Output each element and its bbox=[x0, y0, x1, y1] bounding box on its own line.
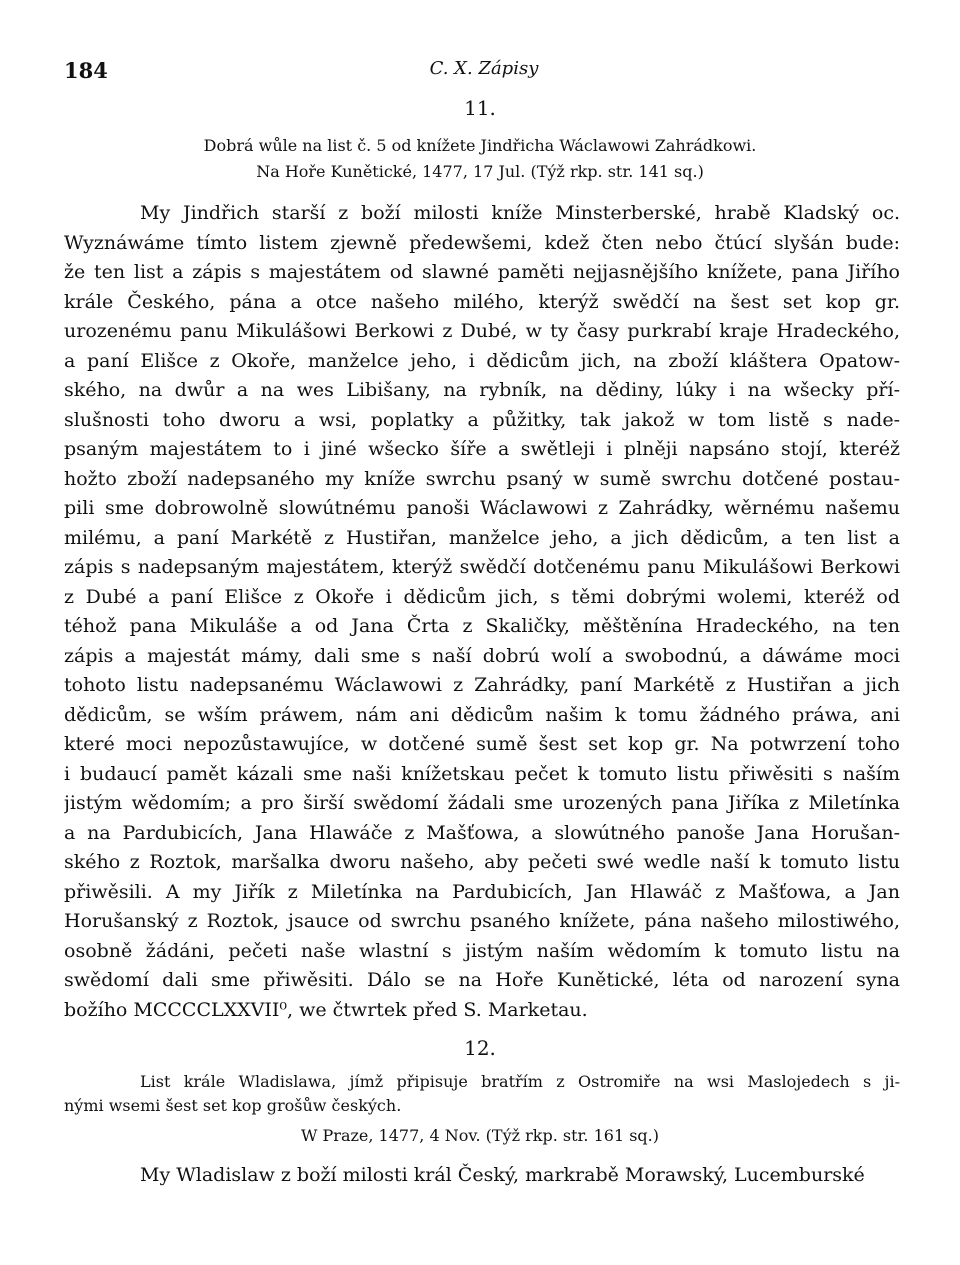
body-11-line: zápis a majestát mámy, dali sme s naší dobrú wolí a swobodnú, a dáwáme moci bbox=[64, 644, 900, 667]
headnote-12-line-1: List krále Wladislawa, jímž připisuje bratřím z Ostromiře na wsi Maslojedech s ji- bbox=[140, 1072, 900, 1091]
body-11-line: přiwěsili. A my Jiřík z Miletínka na Pardubicích, Jan Hlawáč z Mašťowa, a Jan bbox=[64, 880, 900, 903]
body-11-line: osobně žádáni, pečeti naše wlastní s jistým naším wědomím k tomuto listu na bbox=[64, 939, 900, 962]
place-date-12: W Praze, 1477, 4 Nov. (Týž rkp. str. 161 sq.) bbox=[301, 1126, 659, 1145]
place-date-11: Na Hoře Kunětické, 1477, 17 Jul. (Týž rkp. str. 141 sq.) bbox=[256, 162, 704, 181]
document-number-11: 11. bbox=[464, 96, 496, 120]
body-11-line: tohoto listu nadepsanému Wáclawowi z Zahrádky, paní Markétě z Hustiřan a jich bbox=[64, 674, 900, 696]
body-12-line: My Wladislaw z boží milosti král Český, markrabě Morawský, Lucemburské bbox=[140, 1164, 865, 1186]
body-11-line: krále Českého, pána a otce našeho milého, kterýž swědčí na šest set kop gr. bbox=[64, 290, 900, 313]
body-11-line: Horušanský z Roztok, jsauce od swrchu psaného knížete, pána našeho milostiwého, bbox=[64, 910, 900, 932]
body-11-line: a paní Elišce z Okoře, manželce jeho, i dědicům jich, na zboží kláštera Opatow- bbox=[64, 349, 900, 372]
body-11-line: že ten list a zápis s majestátem od slawné paměti nejjasnějšího knížete, pana Jiřího bbox=[64, 261, 900, 283]
body-11-line: hožto zboží nadepsaného my kníže swrchu psaný w sumě swrchu dotčené postau- bbox=[64, 467, 900, 490]
body-11-line: urozenému panu Mikulášowi Berkowi z Dubé, w ty časy purkrabí kraje Hradeckého, bbox=[64, 320, 900, 342]
running-head bbox=[64, 58, 904, 88]
body-11-line: slušnosti toho dworu a wsi, poplatky a půžitky, tak jakož w tom listě s nade- bbox=[64, 408, 900, 431]
body-11-line: které moci nepozůstawujíce, w dotčené sumě šest set kop gr. Na potwrzení toho bbox=[64, 733, 900, 755]
headnote-11: Dobrá wůle na list č. 5 od knížete Jindřicha Wáclawowi Zahrádkowi. bbox=[203, 136, 757, 155]
body-11-line: a na Pardubicích, Jana Hlawáče z Mašťowa, a slowútného panoše Jana Horušan- bbox=[64, 821, 900, 844]
body-11-line: milému, a paní Markétě z Hustiřan, manželce jeho, a jich dědicům, a ten list a bbox=[64, 526, 900, 549]
page-number: 184 bbox=[64, 58, 108, 83]
body-11-line: téhož pana Mikuláše a od Jana Črta z Skaličky, měštěnína Hradeckého, na ten bbox=[64, 615, 900, 637]
body-11-line: My Jindřich starší z boží milosti kníže Minsterberské, hrabě Kladský oc. bbox=[140, 202, 900, 224]
headnote-12-line-2: nými wsemi šest set kop grošůw českých. bbox=[64, 1096, 402, 1115]
body-11-line: ského z Roztok, maršalka dworu našeho, aby pečeti swé wedle naší k tomuto listu bbox=[64, 851, 900, 873]
body-11-line: Wyznáwáme tímto listem zjewně předewšemi, kdež čten nebo čtúcí slyšán bude: bbox=[64, 231, 900, 254]
body-11-line: dědicům, se wším práwem, nám ani dědicům našim k tomu žádného práwa, ani bbox=[64, 703, 900, 726]
running-title: C. X. Zápisy bbox=[429, 58, 539, 79]
body-11-line: z Dubé a paní Elišce z Okoře i dědicům jich, s těmi dobrými wolemi, kteréž od bbox=[64, 585, 900, 608]
body-11-line: jistým wědomím; a pro širší swědomí žádali sme urozených pana Jiříka z Miletínka bbox=[64, 792, 900, 814]
body-11-line: ského, na dwůr a na wes Libišany, na rybník, na dědiny, lúky i na wšecky pří- bbox=[64, 379, 900, 401]
body-11-line: božího MCCCCLXXVII⁰, we čtwrtek před S. Marketau. bbox=[64, 998, 588, 1021]
body-11-line: i budaucí pamět kázali sme naši knížetskau pečet k tomuto listu přiwěsiti s naším bbox=[64, 762, 900, 785]
body-11-line: psaným majestátem to i jiné wšecko šíře a swětleji i plněji napsáno stojí, kteréž bbox=[64, 438, 900, 460]
body-11-line: pili sme dobrowolně slowútnému panoši Wáclawowi z Zahrádky, wěrnému našemu bbox=[64, 497, 900, 519]
document-number-12: 12. bbox=[464, 1036, 496, 1060]
body-11-line: swědomí dali sme přiwěsiti. Dálo se na Hoře Kunětické, léta od narození syna bbox=[64, 969, 900, 991]
body-11-line: zápis s nadepsaným majestátem, kterýž swědčí dotčenému panu Mikulášowi Berkowi bbox=[64, 556, 900, 578]
